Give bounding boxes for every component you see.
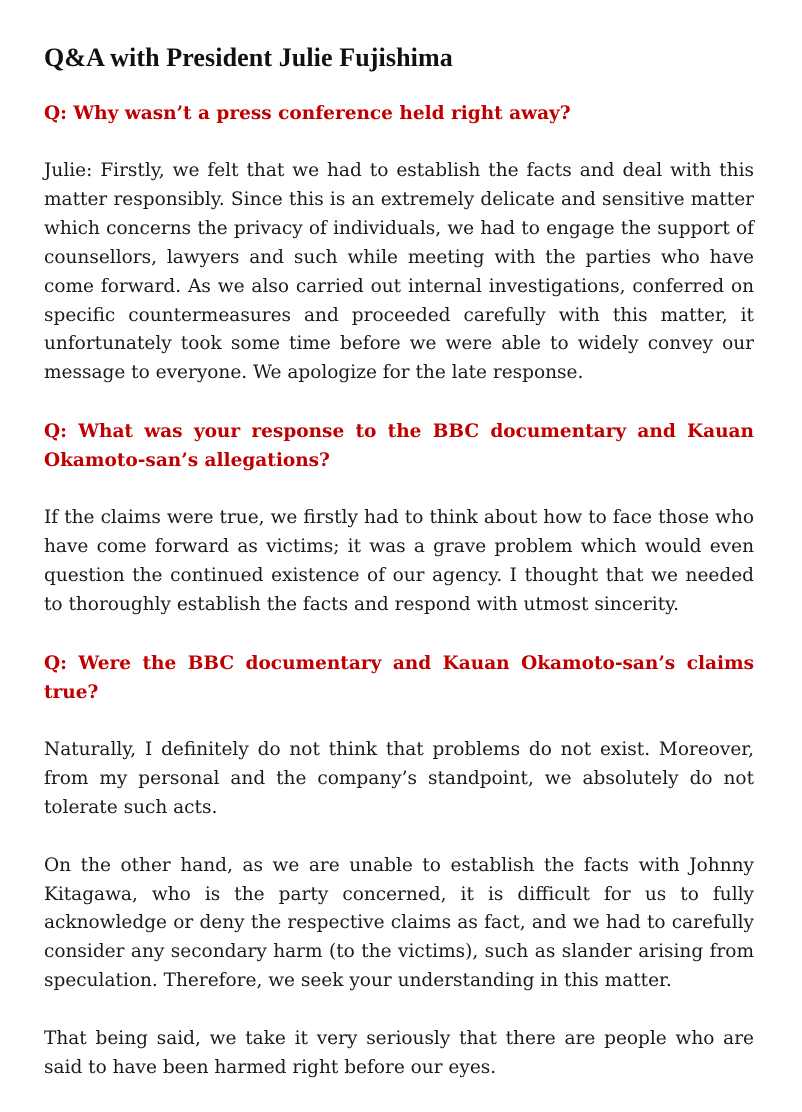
answer-3-paragraph-2: On the other hand, as we are unable to establish the facts with Johnny Kitagawa, who is the party concerned, it is difficult for us to fully acknowledge or deny the respective claims as fact, and we had to carefully consider any secondary harm (to the victims), such as slander arising from speculation. Therefore, we seek your understanding in this matter. — [44, 854, 754, 992]
question-1: Q: Why wasn’t a press conference held right away? — [44, 103, 571, 124]
answer-3-paragraph-1: Naturally, I definitely do not think that problems do not exist. Moreover, from my personal and the company’s standpoint, we absolutely do not tolerate such acts. — [44, 738, 754, 818]
qa-section-2 — [44, 417, 754, 620]
answer-2-paragraph-1: If the claims were true, we firstly had to think about how to face those who have come forward as victims; it was a grave problem which would even question the continued existence of our agency. I thought that we needed to thoroughly establish the facts and respond with utmost sincerity. — [44, 507, 754, 615]
question-3: Q: Were the BBC documentary and Kauan Okamoto-san’s claims true? — [44, 652, 754, 703]
qa-document — [44, 40, 754, 1112]
qa-section-3 — [44, 649, 754, 1083]
answer-3-paragraph-3: That being said, we take it very seriously that there are people who are said to have been harmed right before our eyes. — [44, 1028, 754, 1079]
qa-section-1 — [44, 99, 754, 388]
question-2: Q: What was your response to the BBC documentary and Kauan Okamoto-san’s allegations? — [44, 421, 754, 472]
document-title: Q&A with President Julie Fujishima — [44, 43, 453, 72]
answer-1-paragraph-1: Julie: Firstly, we felt that we had to establish the facts and deal with this matter responsibly. Since this is an extremely delicate and sensitive matter which concerns the privacy of individuals, we had to engage the support of counsellors, lawyers and such while meeting with the parties who have come forward. As we also carried out internal investigations, conferred on specific countermeasures and proceeded carefully with this matter, it unfortunately took some time before we were able to widely convey our message to everyone. We apologize for the late response. — [44, 160, 754, 384]
